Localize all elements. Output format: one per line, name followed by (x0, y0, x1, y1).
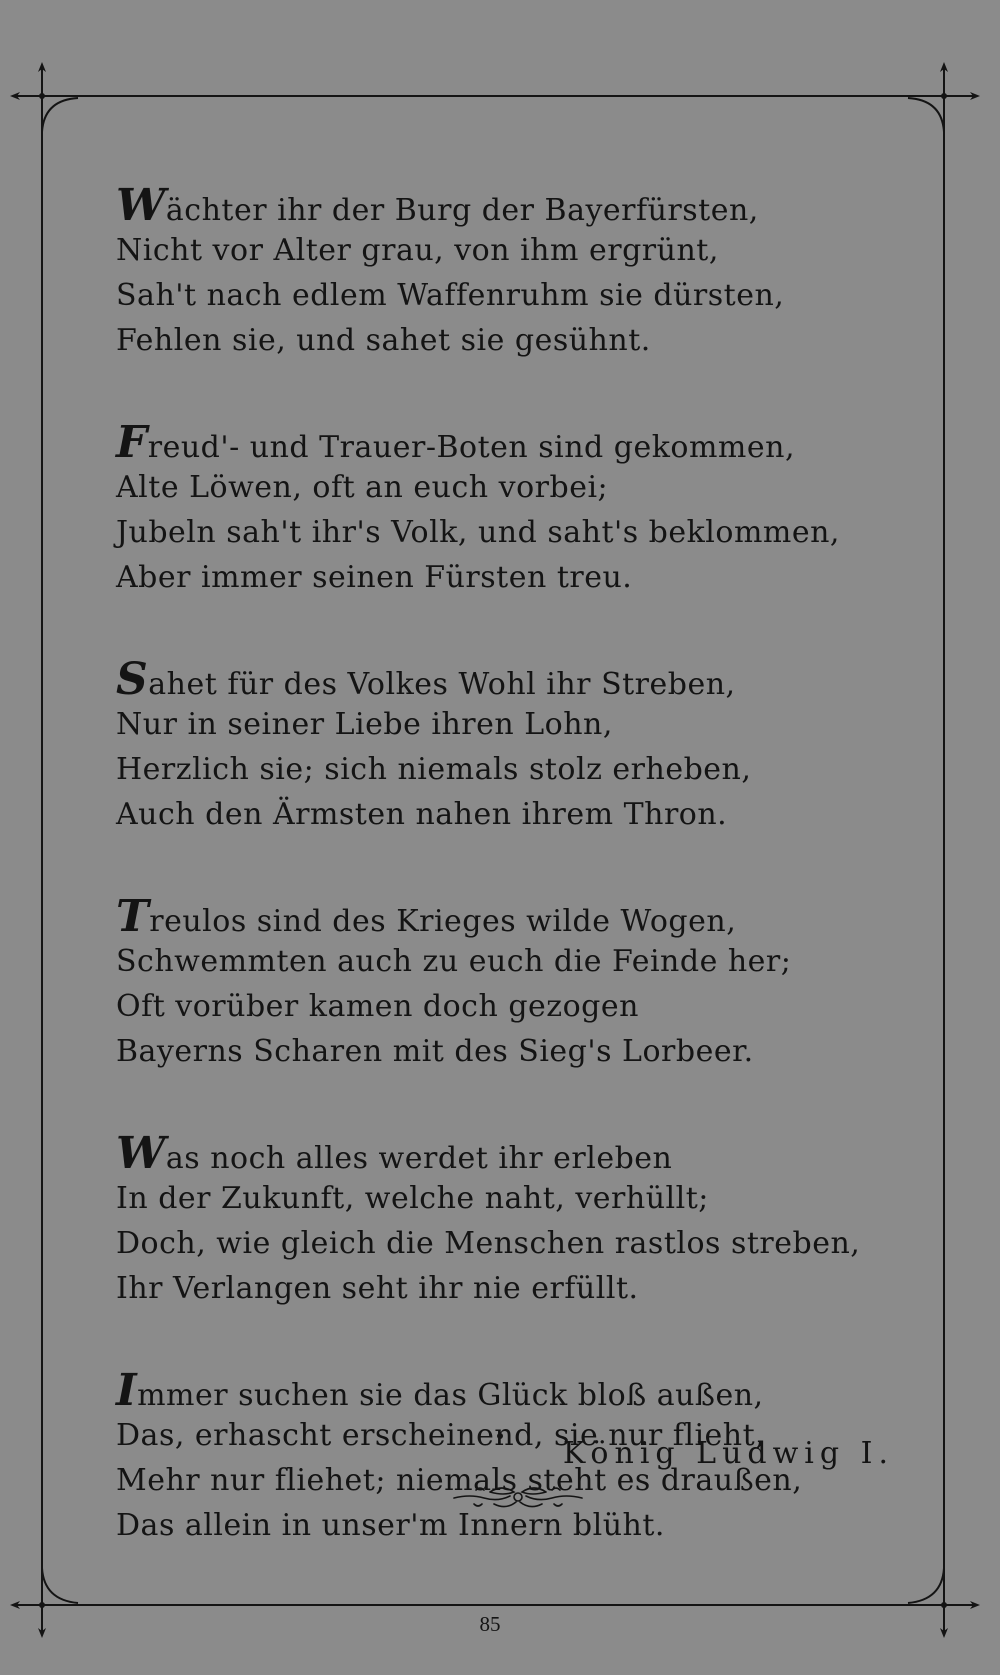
poem-line: Jubeln sah't ihr's Volk, und saht's beklommen, (116, 515, 840, 550)
poem-line: Wächter ihr der Burg der Bayerfürsten, (116, 180, 759, 231)
poem (116, 180, 916, 1605)
poem-line: Mehr nur fliehet; niemals steht es draußen, (116, 1463, 803, 1498)
poem-line: Das allein in unser'm Innern blüht. (116, 1508, 665, 1543)
stanza-4 (116, 891, 916, 1074)
poem-line: Nicht vor Alter grau, von ihm ergrünt, (116, 233, 719, 268)
poem-line: Doch, wie gleich die Menschen rastlos streben, (116, 1226, 861, 1261)
stanza-5 (116, 1128, 916, 1311)
poem-line: Herzlich sie; sich niemals stolz erheben, (116, 752, 752, 787)
stanza-1 (116, 180, 916, 363)
poem-line: Oft vorüber kamen doch gezogen (116, 989, 639, 1024)
poem-line: Bayerns Scharen mit des Sieg's Lorbeer. (116, 1034, 754, 1069)
poem-line: Was noch alles werdet ihr erleben (116, 1128, 673, 1179)
floral-ornament-icon (450, 1482, 586, 1512)
poem-line: Ihr Verlangen seht ihr nie erfüllt. (116, 1271, 639, 1306)
poem-line: Immer suchen sie das Glück bloß außen, (116, 1365, 764, 1416)
poem-line: Nur in seiner Liebe ihren Lohn, (116, 707, 613, 742)
poem-line: Sahet für des Volkes Wohl ihr Streben, (116, 654, 736, 705)
poem-line: Treulos sind des Krieges wilde Wogen, (116, 891, 737, 942)
poem-line: Freud'- und Trauer-Boten sind gekommen, (116, 417, 795, 468)
poem-line: Alte Löwen, oft an euch vorbei; (116, 470, 609, 505)
page-number: 85 (479, 1612, 501, 1636)
stanza-2 (116, 417, 916, 600)
poem-line: Schwemmten auch zu euch die Feinde her; (116, 944, 792, 979)
poem-line: Aber immer seinen Fürsten treu. (116, 560, 633, 595)
poem-line: Auch den Ärmsten nahen ihrem Thron. (116, 797, 728, 832)
poem-line: Sah't nach edlem Waffenruhm sie dürsten, (116, 278, 785, 313)
poem-line: Fehlen sie, und sahet sie gesühnt. (116, 323, 651, 358)
stanza-3 (116, 654, 916, 837)
poem-author: König Ludwig I. (562, 1436, 894, 1471)
poem-line: In der Zukunft, welche naht, verhüllt; (116, 1181, 709, 1216)
poem-line: Das, erhascht erscheinend, sie nur flieht, (116, 1418, 766, 1453)
